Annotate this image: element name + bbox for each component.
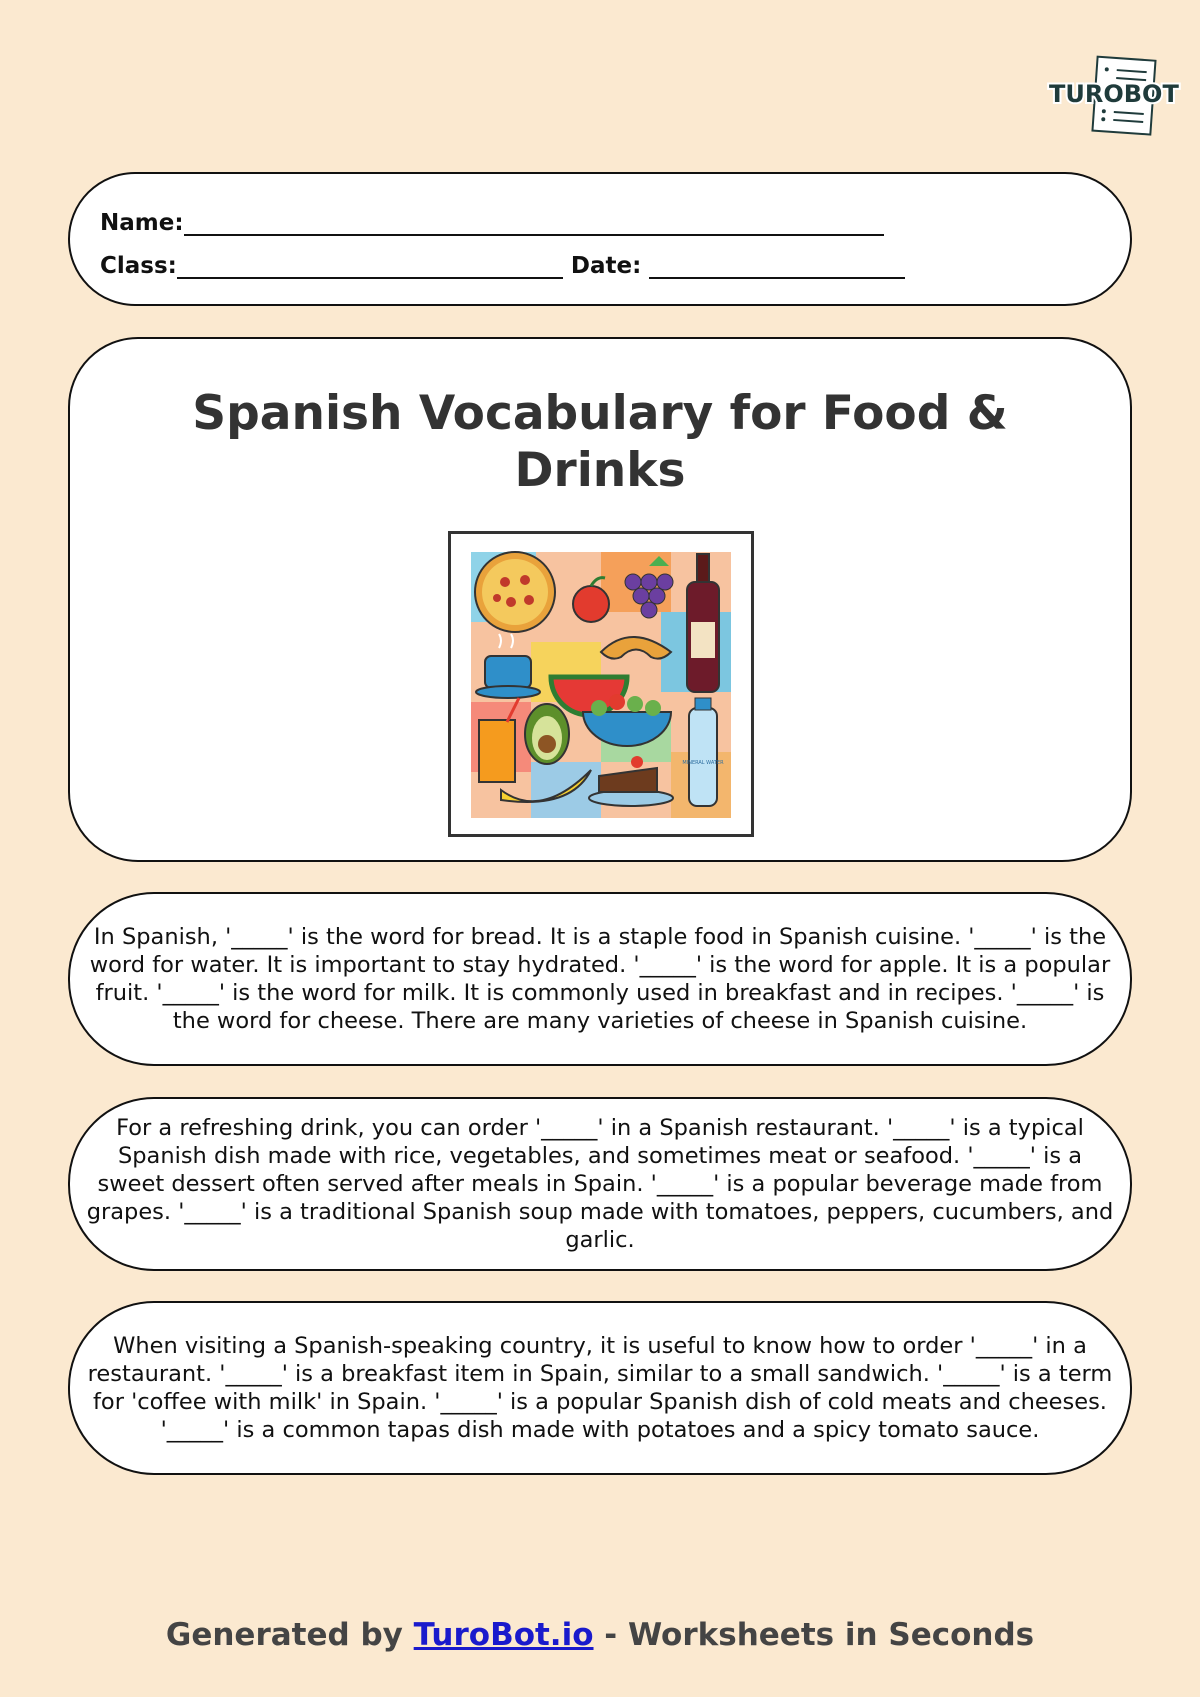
date-field[interactable] xyxy=(649,255,905,279)
title-box xyxy=(68,337,1132,862)
worksheet-title: Spanish Vocabulary for Food & Drinks xyxy=(192,386,1008,498)
turobot-logo xyxy=(1045,50,1179,140)
paragraph-box-2 xyxy=(68,1097,1132,1271)
turobot-link[interactable]: TuroBot.io xyxy=(413,1617,594,1653)
logo-text: TUROBOT xyxy=(1049,80,1179,108)
footer-suffix: - Worksheets in Seconds xyxy=(593,1617,1035,1653)
class-date-row xyxy=(100,253,905,279)
footer xyxy=(0,1617,1200,1653)
food-illustration xyxy=(448,531,754,837)
name-label: Name: xyxy=(100,210,184,236)
paragraph-box-1 xyxy=(68,892,1132,1066)
date-label: Date: xyxy=(570,253,642,279)
paragraph-1-text: In Spanish, '_____' is the word for bread. It is a staple food in Spanish cuisine. '_____' is the word for water. It is important to stay hydrated. '_____' is the word for apple. It is a popular fruit. '_____' is the word for milk. It is commonly used in breakfast and in recipes. '_____' is the word for cheese. There are many varieties of cheese in Spanish cuisine. xyxy=(89,924,1111,1034)
class-label: Class: xyxy=(100,253,177,279)
footer-prefix: Generated by xyxy=(165,1617,414,1653)
paragraph-box-3 xyxy=(68,1301,1132,1475)
paragraph-2-text: For a refreshing drink, you can order '_____' in a Spanish restaurant. '_____' is a typical Spanish dish made with rice, vegetables, and sometimes meat or seafood. '_____' is a sweet dessert often served after meals in Spain. '_____' is a popular beverage made from grapes. '_____' is a traditional Spanish soup made with tomatoes, peppers, cucumbers, and garlic. xyxy=(86,1115,1114,1253)
student-info-box xyxy=(68,172,1132,306)
paragraph-3-text: When visiting a Spanish-speaking country, it is useful to know how to order '_____' in a restaurant. '_____' is a breakfast item in Spain, similar to a small sandwich. '_____' is a term for 'coffee with milk' in Spain. '_____' is a popular Spanish dish of cold meats and cheeses. '_____' is a common tapas dish made with potatoes and a spicy tomato sauce. xyxy=(87,1333,1113,1443)
class-field[interactable] xyxy=(177,255,563,279)
food-collage-icon xyxy=(471,552,731,818)
name-row xyxy=(100,210,884,236)
name-field[interactable] xyxy=(184,212,884,236)
bottle-label: MINERAL WATER xyxy=(682,760,724,766)
